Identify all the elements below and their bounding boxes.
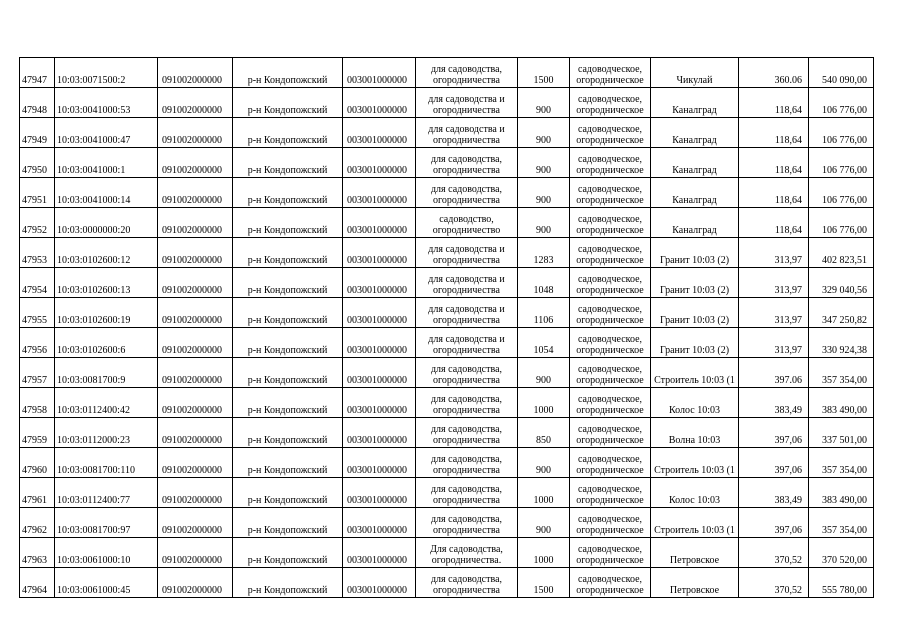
oktmo-code-cell: 003001000000 — [343, 568, 416, 598]
specific-value-cell: 383,49 — [739, 388, 809, 418]
table-row — [20, 148, 874, 178]
okato-code-cell: 091002000000 — [158, 328, 233, 358]
cadastral-number-cell: 10:03:0000000:20 — [55, 208, 158, 238]
okato-code-cell: 091002000000 — [158, 298, 233, 328]
settlement-name-cell: Строитель 10:03 (1 — [651, 448, 739, 478]
cadastral-cost-cell: 357 354,00 — [809, 358, 874, 388]
table-row — [20, 538, 874, 568]
plot-area-cell: 850 — [518, 418, 570, 448]
cadastral-cost-cell: 106 776,00 — [809, 178, 874, 208]
district-name-cell: р-н Кондопожский — [233, 58, 343, 88]
settlement-name-cell: Колос 10:03 — [651, 478, 739, 508]
plot-area-cell: 900 — [518, 88, 570, 118]
settlement-name-cell: Строитель 10:03 (1 — [651, 358, 739, 388]
land-category-cell: садоводческое, огородническое — [570, 538, 651, 568]
okato-code-cell: 091002000000 — [158, 388, 233, 418]
district-name-cell: р-н Кондопожский — [233, 508, 343, 538]
okato-code-cell: 091002000000 — [158, 118, 233, 148]
cadastral-number-cell: 10:03:0061000:45 — [55, 568, 158, 598]
cadastral-number-cell: 10:03:0081700:97 — [55, 508, 158, 538]
district-name-cell: р-н Кондопожский — [233, 208, 343, 238]
table-row — [20, 88, 874, 118]
okato-code-cell: 091002000000 — [158, 208, 233, 238]
cadastral-cost-cell: 540 090,00 — [809, 58, 874, 88]
row-number-cell: 47961 — [20, 478, 55, 508]
specific-value-cell: 313,97 — [739, 298, 809, 328]
permitted-use-cell: для садоводства, огородничества — [416, 148, 518, 178]
table-row — [20, 238, 874, 268]
settlement-name-cell: Чикулай — [651, 58, 739, 88]
plot-area-cell: 1054 — [518, 328, 570, 358]
specific-value-cell: 360.06 — [739, 58, 809, 88]
specific-value-cell: 397.06 — [739, 358, 809, 388]
okato-code-cell: 091002000000 — [158, 568, 233, 598]
district-name-cell: р-н Кондопожский — [233, 358, 343, 388]
settlement-name-cell: Каналград — [651, 178, 739, 208]
land-category-cell: садоводческое, огородническое — [570, 88, 651, 118]
table-row — [20, 328, 874, 358]
row-number-cell: 47949 — [20, 118, 55, 148]
permitted-use-cell: для садоводства, огородничества — [416, 478, 518, 508]
table-row — [20, 208, 874, 238]
oktmo-code-cell: 003001000000 — [343, 328, 416, 358]
district-name-cell: р-н Кондопожский — [233, 178, 343, 208]
plot-area-cell: 900 — [518, 178, 570, 208]
permitted-use-cell: для садоводства, огородничества — [416, 508, 518, 538]
cadastral-number-cell: 10:03:0102600:13 — [55, 268, 158, 298]
okato-code-cell: 091002000000 — [158, 358, 233, 388]
plot-area-cell: 1000 — [518, 388, 570, 418]
cadastral-cost-cell: 370 520,00 — [809, 538, 874, 568]
cadastral-cost-cell: 357 354,00 — [809, 508, 874, 538]
oktmo-code-cell: 003001000000 — [343, 118, 416, 148]
land-category-cell: садоводческое, огородническое — [570, 178, 651, 208]
specific-value-cell: 313,97 — [739, 238, 809, 268]
row-number-cell: 47959 — [20, 418, 55, 448]
row-number-cell: 47952 — [20, 208, 55, 238]
plot-area-cell: 1500 — [518, 58, 570, 88]
plot-area-cell: 900 — [518, 508, 570, 538]
settlement-name-cell: Волна 10:03 — [651, 418, 739, 448]
table-row — [20, 568, 874, 598]
land-category-cell: садоводческое, огородническое — [570, 58, 651, 88]
oktmo-code-cell: 003001000000 — [343, 538, 416, 568]
district-name-cell: р-н Кондопожский — [233, 448, 343, 478]
cadastral-number-cell: 10:03:0081700:110 — [55, 448, 158, 478]
plot-area-cell: 1048 — [518, 268, 570, 298]
land-category-cell: садоводческое, огородническое — [570, 478, 651, 508]
row-number-cell: 47954 — [20, 268, 55, 298]
row-number-cell: 47962 — [20, 508, 55, 538]
oktmo-code-cell: 003001000000 — [343, 418, 416, 448]
row-number-cell: 47957 — [20, 358, 55, 388]
specific-value-cell: 118,64 — [739, 148, 809, 178]
row-number-cell: 47956 — [20, 328, 55, 358]
district-name-cell: р-н Кондопожский — [233, 388, 343, 418]
cadastral-cost-cell: 357 354,00 — [809, 448, 874, 478]
cadastral-number-cell: 10:03:0041000:47 — [55, 118, 158, 148]
cadastral-number-cell: 10:03:0112400:42 — [55, 388, 158, 418]
cadastral-number-cell: 10:03:0102600:6 — [55, 328, 158, 358]
okato-code-cell: 091002000000 — [158, 88, 233, 118]
permitted-use-cell: для садоводства, огородничества — [416, 178, 518, 208]
district-name-cell: р-н Кондопожский — [233, 238, 343, 268]
oktmo-code-cell: 003001000000 — [343, 148, 416, 178]
specific-value-cell: 397,06 — [739, 418, 809, 448]
permitted-use-cell: для садоводства, огородничества — [416, 358, 518, 388]
okato-code-cell: 091002000000 — [158, 478, 233, 508]
okato-code-cell: 091002000000 — [158, 178, 233, 208]
permitted-use-cell: для садоводства и огородничества — [416, 88, 518, 118]
permitted-use-cell: для садоводства и огородничества — [416, 118, 518, 148]
specific-value-cell: 118,64 — [739, 208, 809, 238]
specific-value-cell: 118,64 — [739, 88, 809, 118]
oktmo-code-cell: 003001000000 — [343, 58, 416, 88]
plot-area-cell: 900 — [518, 208, 570, 238]
okato-code-cell: 091002000000 — [158, 238, 233, 268]
oktmo-code-cell: 003001000000 — [343, 358, 416, 388]
oktmo-code-cell: 003001000000 — [343, 268, 416, 298]
cadastral-cost-cell: 106 776,00 — [809, 148, 874, 178]
settlement-name-cell: Петровское — [651, 538, 739, 568]
land-category-cell: садоводческое, огородническое — [570, 118, 651, 148]
table-row — [20, 268, 874, 298]
cadastral-cost-cell: 555 780,00 — [809, 568, 874, 598]
settlement-name-cell: Строитель 10:03 (1 — [651, 508, 739, 538]
permitted-use-cell: для садоводства и огородничества — [416, 328, 518, 358]
land-registry-table — [19, 57, 874, 598]
land-category-cell: садоводческое, огородническое — [570, 268, 651, 298]
settlement-name-cell: Гранит 10:03 (2) — [651, 328, 739, 358]
cadastral-cost-cell: 383 490,00 — [809, 478, 874, 508]
specific-value-cell: 397,06 — [739, 508, 809, 538]
specific-value-cell: 370,52 — [739, 568, 809, 598]
settlement-name-cell: Гранит 10:03 (2) — [651, 238, 739, 268]
row-number-cell: 47960 — [20, 448, 55, 478]
oktmo-code-cell: 003001000000 — [343, 178, 416, 208]
settlement-name-cell: Каналград — [651, 118, 739, 148]
cadastral-cost-cell: 106 776,00 — [809, 88, 874, 118]
plot-area-cell: 900 — [518, 358, 570, 388]
land-category-cell: садоводческое, огородническое — [570, 238, 651, 268]
row-number-cell: 47951 — [20, 178, 55, 208]
specific-value-cell: 397,06 — [739, 448, 809, 478]
land-category-cell: садоводческое, огородническое — [570, 568, 651, 598]
plot-area-cell: 1283 — [518, 238, 570, 268]
land-category-cell: садоводческое, огородническое — [570, 418, 651, 448]
land-category-cell: садоводческое, огородническое — [570, 208, 651, 238]
permitted-use-cell: для садоводства и огородничества — [416, 298, 518, 328]
district-name-cell: р-н Кондопожский — [233, 88, 343, 118]
row-number-cell: 47948 — [20, 88, 55, 118]
oktmo-code-cell: 003001000000 — [343, 238, 416, 268]
row-number-cell: 47963 — [20, 538, 55, 568]
plot-area-cell: 1000 — [518, 538, 570, 568]
row-number-cell: 47947 — [20, 58, 55, 88]
district-name-cell: р-н Кондопожский — [233, 538, 343, 568]
permitted-use-cell: для садоводства, огородничества — [416, 448, 518, 478]
settlement-name-cell: Гранит 10:03 (2) — [651, 268, 739, 298]
district-name-cell: р-н Кондопожский — [233, 328, 343, 358]
permitted-use-cell: для садоводства и огородничества — [416, 238, 518, 268]
row-number-cell: 47964 — [20, 568, 55, 598]
cadastral-cost-cell: 106 776,00 — [809, 118, 874, 148]
permitted-use-cell: для садоводства и огородничества — [416, 268, 518, 298]
land-category-cell: садоводческое, огородническое — [570, 148, 651, 178]
oktmo-code-cell: 003001000000 — [343, 388, 416, 418]
district-name-cell: р-н Кондопожский — [233, 418, 343, 448]
row-number-cell: 47953 — [20, 238, 55, 268]
cadastral-number-cell: 10:03:0041000:1 — [55, 148, 158, 178]
land-category-cell: садоводческое, огородническое — [570, 508, 651, 538]
table-row — [20, 178, 874, 208]
settlement-name-cell: Каналград — [651, 208, 739, 238]
oktmo-code-cell: 003001000000 — [343, 508, 416, 538]
permitted-use-cell: Для садоводства, огородничества. — [416, 538, 518, 568]
land-category-cell: садоводческое, огородническое — [570, 388, 651, 418]
cadastral-cost-cell: 106 776,00 — [809, 208, 874, 238]
cadastral-cost-cell: 329 040,56 — [809, 268, 874, 298]
oktmo-code-cell: 003001000000 — [343, 88, 416, 118]
plot-area-cell: 900 — [518, 148, 570, 178]
permitted-use-cell: для садоводства, огородничества — [416, 388, 518, 418]
district-name-cell: р-н Кондопожский — [233, 148, 343, 178]
permitted-use-cell: для садоводства, огородничества — [416, 418, 518, 448]
plot-area-cell: 900 — [518, 448, 570, 478]
specific-value-cell: 313,97 — [739, 328, 809, 358]
table-row — [20, 388, 874, 418]
oktmo-code-cell: 003001000000 — [343, 208, 416, 238]
table-row — [20, 358, 874, 388]
land-category-cell: садоводческое, огородническое — [570, 358, 651, 388]
okato-code-cell: 091002000000 — [158, 268, 233, 298]
district-name-cell: р-н Кондопожский — [233, 118, 343, 148]
cadastral-cost-cell: 337 501,00 — [809, 418, 874, 448]
cadastral-cost-cell: 402 823,51 — [809, 238, 874, 268]
oktmo-code-cell: 003001000000 — [343, 298, 416, 328]
table-row — [20, 118, 874, 148]
land-category-cell: садоводческое, огородническое — [570, 328, 651, 358]
plot-area-cell: 1106 — [518, 298, 570, 328]
cadastral-number-cell: 10:03:0041000:14 — [55, 178, 158, 208]
table-row — [20, 478, 874, 508]
okato-code-cell: 091002000000 — [158, 58, 233, 88]
table-row — [20, 298, 874, 328]
settlement-name-cell: Каналград — [651, 148, 739, 178]
row-number-cell: 47958 — [20, 388, 55, 418]
cadastral-cost-cell: 330 924,38 — [809, 328, 874, 358]
cadastral-number-cell: 10:03:0081700:9 — [55, 358, 158, 388]
land-category-cell: садоводческое, огородническое — [570, 448, 651, 478]
settlement-name-cell: Гранит 10:03 (2) — [651, 298, 739, 328]
cadastral-number-cell: 10:03:0071500:2 — [55, 58, 158, 88]
district-name-cell: р-н Кондопожский — [233, 478, 343, 508]
okato-code-cell: 091002000000 — [158, 418, 233, 448]
specific-value-cell: 383,49 — [739, 478, 809, 508]
settlement-name-cell: Каналград — [651, 88, 739, 118]
cadastral-number-cell: 10:03:0041000:53 — [55, 88, 158, 118]
table-row — [20, 448, 874, 478]
plot-area-cell: 1500 — [518, 568, 570, 598]
cadastral-number-cell: 10:03:0112400:77 — [55, 478, 158, 508]
oktmo-code-cell: 003001000000 — [343, 478, 416, 508]
specific-value-cell: 118,64 — [739, 118, 809, 148]
settlement-name-cell: Петровское — [651, 568, 739, 598]
cadastral-number-cell: 10:03:0102600:19 — [55, 298, 158, 328]
specific-value-cell: 118,64 — [739, 178, 809, 208]
permitted-use-cell: для садоводства, огородничества — [416, 58, 518, 88]
cadastral-number-cell: 10:03:0061000:10 — [55, 538, 158, 568]
district-name-cell: р-н Кондопожский — [233, 298, 343, 328]
plot-area-cell: 1000 — [518, 478, 570, 508]
permitted-use-cell: садоводство, огородничество — [416, 208, 518, 238]
district-name-cell: р-н Кондопожский — [233, 268, 343, 298]
row-number-cell: 47955 — [20, 298, 55, 328]
cadastral-number-cell: 10:03:0102600:12 — [55, 238, 158, 268]
table-row — [20, 508, 874, 538]
table-row — [20, 418, 874, 448]
specific-value-cell: 370,52 — [739, 538, 809, 568]
okato-code-cell: 091002000000 — [158, 448, 233, 478]
okato-code-cell: 091002000000 — [158, 538, 233, 568]
permitted-use-cell: для садоводства, огородничества — [416, 568, 518, 598]
settlement-name-cell: Колос 10:03 — [651, 388, 739, 418]
cadastral-cost-cell: 347 250,82 — [809, 298, 874, 328]
plot-area-cell: 900 — [518, 118, 570, 148]
specific-value-cell: 313,97 — [739, 268, 809, 298]
oktmo-code-cell: 003001000000 — [343, 448, 416, 478]
land-category-cell: садоводческое, огородническое — [570, 298, 651, 328]
table-row — [20, 58, 874, 88]
cadastral-cost-cell: 383 490,00 — [809, 388, 874, 418]
okato-code-cell: 091002000000 — [158, 508, 233, 538]
row-number-cell: 47950 — [20, 148, 55, 178]
cadastral-number-cell: 10:03:0112000:23 — [55, 418, 158, 448]
okato-code-cell: 091002000000 — [158, 148, 233, 178]
district-name-cell: р-н Кондопожский — [233, 568, 343, 598]
